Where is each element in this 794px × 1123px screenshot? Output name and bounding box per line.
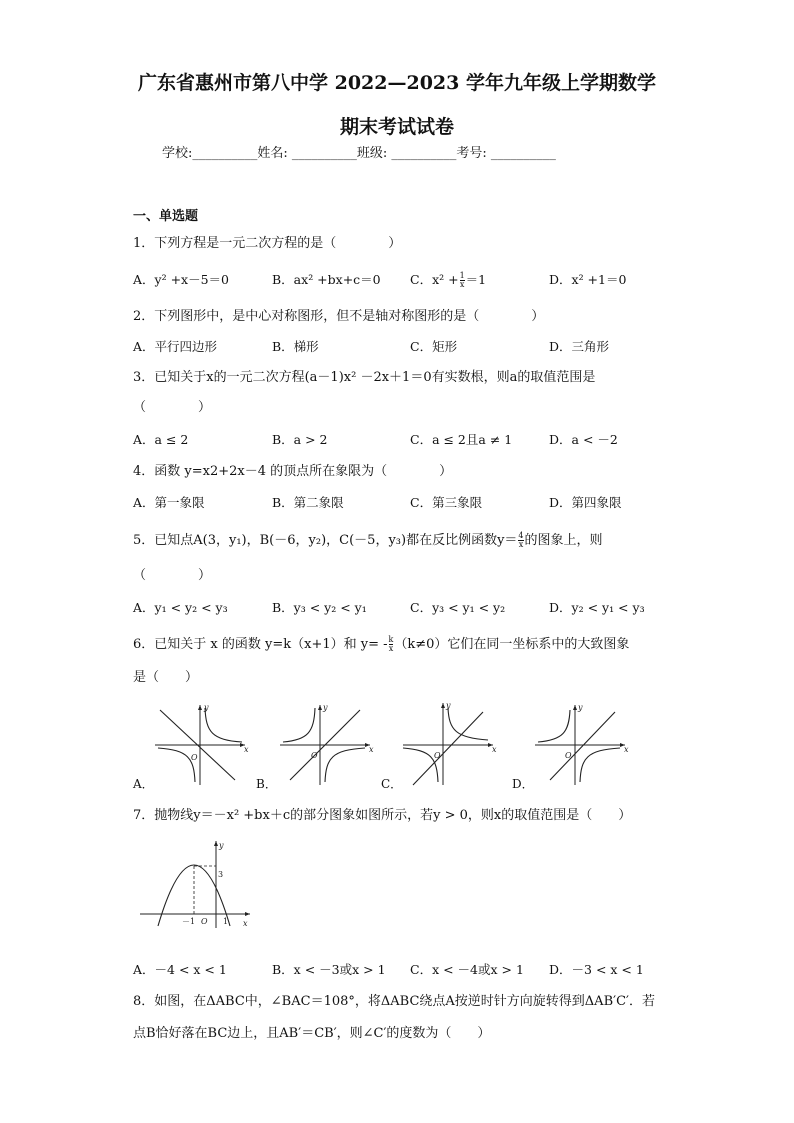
origin-label: O [311,751,318,760]
q5-option-d: D．y₂ < y₁ < y₃ [549,600,645,615]
q4-option-a: A．第一象限 [133,495,205,510]
x-axis-label: x [624,745,629,754]
q3-option-b: B．a > 2 [272,432,328,447]
q6-option-d: D． [512,777,534,791]
q1-option-c-fraction [460,272,465,289]
q6-option-c: C． [381,777,403,791]
q2-option-d: D．三角形 [549,339,610,354]
q7-option-c: C．x < －4或x > 1 [410,962,524,977]
q8-stem-line2: 点B恰好落在BC边上，且AB′＝CB′，则∠C′的度数为（ ） [133,1026,491,1041]
q3-stem-bracket: （ ） [133,400,212,415]
x-axis-label: x [244,745,249,754]
q3-option-d: D．a < －2 [549,432,618,447]
origin-label: O [434,751,441,760]
q5-stem [133,532,603,549]
x-axis-label: x [369,745,374,754]
q5-stem-tail: 的图象上，则 [524,533,603,548]
fraction-denominator: x [388,644,394,653]
q5-fraction [518,532,523,549]
q1-option-d: D．x² +1＝0 [549,272,627,287]
q6-fraction [389,636,394,653]
q6-graph-a [150,700,250,790]
q5-option-b: B．y₃ < y₂ < y₁ [272,600,367,615]
q2-option-a: A．平行四边形 [133,339,218,354]
q1-option-c-text: C．x² + [410,272,459,287]
q6-graph-c [398,700,498,790]
y-axis-label: y [578,703,583,712]
q5-option-c: C．y₃ < y₁ < y₂ [410,600,506,615]
q5-option-a: A．y₁ < y₂ < y₃ [133,600,228,615]
q6-graph-b [275,700,375,790]
q7-parabola-figure [138,838,258,930]
q6-stem [133,636,629,653]
label-neg-one: －1 [182,917,196,926]
x-axis-label: x [243,919,248,928]
q1-stem: 1．下列方程是一元二次方程的是（ ） [133,236,402,251]
q6-option-a: A． [133,777,154,791]
q4-option-b: B．第二象限 [272,495,344,510]
q1-option-b: B．ax² +bx+c＝0 [272,272,381,287]
fraction-numerator: 1 [459,271,465,280]
origin-label: O [565,751,572,760]
label-one: 1 [223,917,229,926]
q1-option-a: A．y² +x－5＝0 [133,272,230,287]
q4-stem: 4．函数 y=x2+2x－4 的顶点所在象限为（ ） [133,464,453,479]
section-heading: 一、单选题 [133,209,199,224]
q2-option-b: B．梯形 [272,339,319,354]
student-info-line: 学校:__________姓名: __________班级: __________考号: __________ [162,146,556,161]
q3-option-a: A．a ≤ 2 [133,432,189,447]
fraction-numerator: k [388,635,394,644]
q5-stem-bracket: （ ） [133,568,212,583]
q1-option-c-tail: ＝1 [465,272,487,287]
q4-option-c: C．第三象限 [410,495,483,510]
q3-stem: 3．已知关于x的一元二次方程(a－1)x² －2x＋1＝0有实数根，则a的取值范围是 [133,370,596,385]
q3-option-c: C．a ≤ 2且a ≠ 1 [410,432,513,447]
fraction-denominator: x [459,280,465,289]
q6-stem-text: 6．已知关于 x 的函数 y=k（x+1）和 y= - [133,637,388,652]
q2-option-c: C．矩形 [410,339,458,354]
q7-option-a: A．－4 < x < 1 [133,962,227,977]
q7-stem: 7．抛物线y＝－x² +bx＋c的部分图象如图所示，若y > 0，则x的取值范围是（ ） [133,808,632,823]
q1-option-c [410,272,486,289]
paper-title-line1: 广东省惠州市第八中学 2022—2023 学年九年级上学期数学 [138,72,656,94]
paper-title-line2: 期末考试试卷 [339,116,454,138]
y-axis-label: y [204,703,209,712]
q6-stem-line2: 是（ ） [133,670,199,685]
q6-graph-d [530,700,630,790]
q6-option-b: B． [256,777,277,791]
y-axis-label: y [219,841,224,850]
q5-stem-text: 5．已知点A(3，y₁)，B(－6，y₂)，C(－5，y₃)都在反比例函数y＝ [133,533,518,548]
fraction-denominator: x [518,540,524,549]
q8-stem: 8．如图，在ΔABC中，∠BAC＝108°，将ΔABC绕点A按逆时针方向旋转得到ΔAB′C′．若 [133,994,655,1009]
y-axis-label: y [323,703,328,712]
q4-option-d: D．第四象限 [549,495,622,510]
origin-label: O [201,917,208,926]
y-axis-label: y [446,701,451,710]
fraction-numerator: 4 [518,531,524,540]
q7-option-b: B．x < －3或x > 1 [272,962,386,977]
origin-label: O [191,753,198,762]
q2-stem: 2．下列图形中，是中心对称图形，但不是轴对称图形的是（ ） [133,309,545,324]
q7-option-d: D．－3 < x < 1 [549,962,644,977]
label-3: 3 [218,870,224,879]
q6-stem-tail: （k≠0）它们在同一坐标系中的大致图象 [394,637,630,652]
x-axis-label: x [492,745,497,754]
